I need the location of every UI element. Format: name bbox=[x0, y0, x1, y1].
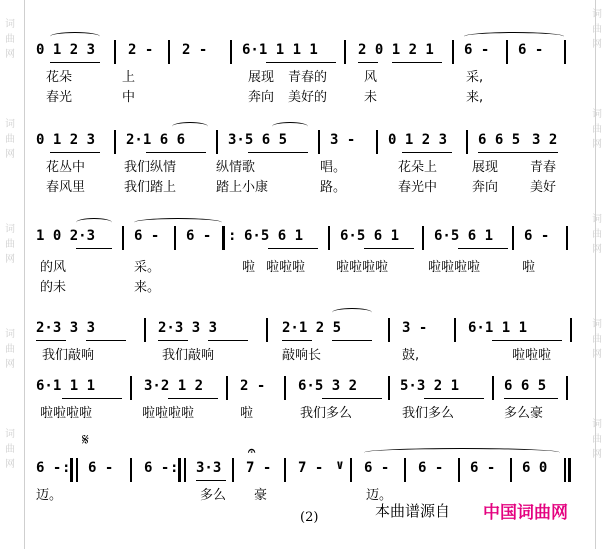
barline bbox=[566, 226, 568, 250]
lyrics-verse-1 bbox=[36, 402, 576, 420]
lyric: 纵情歌 bbox=[216, 160, 256, 175]
lyric: 春风里 bbox=[46, 180, 86, 195]
underline bbox=[168, 398, 218, 399]
lyric: 我们多么 bbox=[300, 406, 353, 421]
slur bbox=[272, 122, 308, 131]
lyrics-verse-2 bbox=[36, 176, 576, 194]
lyric: 春光 bbox=[46, 90, 73, 105]
lyric: 青春 bbox=[530, 160, 557, 175]
barline bbox=[284, 376, 286, 400]
lyric: 唱。 bbox=[320, 160, 347, 175]
watermark-char: 词 bbox=[592, 419, 602, 430]
measure-notes: 3·5 6 5 bbox=[228, 132, 288, 148]
watermark-char: 网 bbox=[5, 49, 15, 60]
slur bbox=[172, 122, 208, 131]
watermark-char: 词 bbox=[592, 319, 602, 330]
lyrics-verse-2 bbox=[36, 276, 576, 294]
underline bbox=[86, 340, 126, 341]
repeat-dots-icon: : bbox=[62, 460, 71, 476]
source-label: 本曲谱源自 bbox=[375, 502, 451, 520]
lyric: 豪 bbox=[254, 488, 268, 503]
lyrics-verse-1 bbox=[36, 256, 576, 274]
barline bbox=[454, 318, 456, 342]
lyric: 我们多么 bbox=[402, 406, 455, 421]
watermark-char: 曲 bbox=[592, 334, 602, 345]
barline bbox=[510, 458, 512, 482]
lyrics-verse-1 bbox=[36, 156, 576, 174]
repeat-dots-icon: : bbox=[228, 228, 237, 244]
watermark-char: 词 bbox=[5, 329, 15, 340]
lyric: 鼓, bbox=[402, 348, 420, 363]
barline bbox=[318, 130, 320, 154]
measure-notes: 6·5 6 1 bbox=[434, 228, 494, 244]
lyric: 多么 bbox=[200, 488, 227, 503]
barline bbox=[230, 40, 232, 64]
barline bbox=[388, 318, 390, 342]
measure-notes: 6 - bbox=[364, 460, 390, 476]
underline bbox=[322, 398, 382, 399]
measure-notes: 2 - bbox=[182, 42, 208, 58]
barline bbox=[284, 458, 286, 482]
notes-row bbox=[36, 226, 576, 248]
lyric: 来, bbox=[466, 90, 484, 105]
barline bbox=[452, 40, 454, 64]
lyric: 展现 bbox=[472, 160, 499, 175]
barline bbox=[458, 458, 460, 482]
barline bbox=[216, 130, 218, 154]
lyric: 美好的 bbox=[288, 90, 328, 105]
measure-notes: 2·3 3 3 bbox=[36, 320, 96, 336]
watermark-char: 曲 bbox=[5, 134, 15, 145]
notes-row bbox=[36, 130, 576, 152]
watermark-char: 词 bbox=[5, 224, 15, 235]
measure-notes: 2·3 3 3 bbox=[158, 320, 218, 336]
watermark-char: 网 bbox=[5, 149, 15, 160]
barline bbox=[404, 458, 406, 482]
underline bbox=[504, 398, 558, 399]
underline bbox=[266, 62, 336, 63]
measure-notes: 6 - bbox=[144, 460, 170, 476]
lyric: 啦 bbox=[522, 260, 536, 275]
barline bbox=[266, 318, 268, 342]
measure-notes: 6·1 1 1 bbox=[468, 320, 528, 336]
lyric: 花丛中 bbox=[46, 160, 86, 175]
underline bbox=[158, 340, 188, 341]
barline bbox=[376, 130, 378, 154]
lyric: 迈。 bbox=[36, 488, 63, 503]
site-name-link[interactable]: 中国词曲网 bbox=[483, 503, 568, 523]
measure-notes: 6·5 6 1 bbox=[340, 228, 400, 244]
watermark-char: 曲 bbox=[5, 344, 15, 355]
underline bbox=[196, 480, 226, 481]
watermark-char: 词 bbox=[5, 119, 15, 130]
underline bbox=[332, 340, 372, 341]
lyric: 我们踏上 bbox=[124, 180, 177, 195]
barline bbox=[168, 40, 170, 64]
measure-notes: 6 - bbox=[524, 228, 550, 244]
lyric: 我们纵情 bbox=[124, 160, 177, 175]
barline bbox=[122, 226, 124, 250]
measure-notes: 6·5 3 2 bbox=[298, 378, 358, 394]
barline bbox=[144, 318, 146, 342]
watermark-char: 网 bbox=[592, 449, 602, 460]
segno-icon: 𝄋 bbox=[82, 430, 89, 449]
measure-notes: 2·1 6 6 bbox=[126, 132, 186, 148]
lyric: 啦啦啦 bbox=[512, 348, 552, 363]
watermark-char: 曲 bbox=[592, 24, 602, 35]
lyric: 啦啦啦啦 bbox=[336, 260, 389, 275]
lyric: 踏上小康 bbox=[216, 180, 269, 195]
lyric: 啦啦啦啦 bbox=[40, 406, 93, 421]
watermark-char: 网 bbox=[592, 349, 602, 360]
barline bbox=[566, 376, 568, 400]
underline bbox=[62, 398, 122, 399]
lyric: 花朵 bbox=[46, 70, 73, 85]
measure-notes: 3·3 bbox=[196, 460, 222, 476]
watermark-char: 曲 bbox=[5, 239, 15, 250]
watermark-char: 网 bbox=[5, 459, 15, 470]
lyrics-verse-1 bbox=[36, 344, 576, 362]
barline bbox=[506, 40, 508, 64]
slur bbox=[134, 218, 222, 227]
barline bbox=[114, 130, 116, 154]
lyric: 中 bbox=[122, 90, 136, 105]
watermark-char: 网 bbox=[5, 254, 15, 265]
underline bbox=[492, 340, 562, 341]
lyric: 我们敲响 bbox=[162, 348, 215, 363]
lyrics-verse-2 bbox=[36, 86, 576, 104]
underline bbox=[50, 152, 100, 153]
underline bbox=[282, 340, 312, 341]
underline bbox=[392, 62, 442, 63]
underline bbox=[364, 248, 414, 249]
slur bbox=[464, 32, 564, 41]
watermark-char: 曲 bbox=[5, 34, 15, 45]
underline bbox=[76, 248, 112, 249]
lyric: 的未 bbox=[40, 280, 67, 295]
underline bbox=[358, 62, 378, 63]
measure-notes: 3·2 1 2 bbox=[144, 378, 204, 394]
measure-notes: 0 1 2 3 bbox=[36, 42, 96, 58]
barline bbox=[114, 40, 116, 64]
barline bbox=[184, 458, 186, 482]
measure-notes: 6 0 bbox=[522, 460, 548, 476]
slur bbox=[364, 448, 560, 457]
watermark-char: 词 bbox=[592, 109, 602, 120]
page-number: (2) bbox=[300, 510, 319, 525]
measure-notes: 7 - bbox=[298, 460, 324, 476]
underline bbox=[50, 62, 100, 63]
lyric: 我们敲响 bbox=[42, 348, 95, 363]
measure-notes: 1 0 2·3 bbox=[36, 228, 96, 244]
breath-mark-icon: ∨ bbox=[336, 458, 344, 473]
watermark-char: 曲 bbox=[5, 444, 15, 455]
barline bbox=[328, 226, 330, 250]
lyric: 展现 bbox=[248, 70, 275, 85]
measure-notes: 0 1 2 3 bbox=[36, 132, 96, 148]
measure-notes: 7 - bbox=[246, 460, 272, 476]
lyric: 美好 bbox=[530, 180, 557, 195]
watermark-char: 曲 bbox=[592, 434, 602, 445]
slur bbox=[332, 308, 372, 317]
lyric: 花朵上 bbox=[398, 160, 438, 175]
lyric: 未 bbox=[364, 90, 378, 105]
barline bbox=[130, 376, 132, 400]
lyric: 啦啦啦 bbox=[266, 260, 306, 275]
barline bbox=[564, 40, 566, 64]
measure-notes: 6·1 1 1 1 bbox=[242, 42, 318, 58]
underline bbox=[478, 152, 558, 153]
barline bbox=[388, 376, 390, 400]
lyric: 采。 bbox=[134, 260, 161, 275]
watermark-char: 网 bbox=[5, 359, 15, 370]
lyric: 青春的 bbox=[288, 70, 328, 85]
measure-notes: 2 - bbox=[240, 378, 266, 394]
underline bbox=[268, 248, 318, 249]
barline bbox=[232, 458, 234, 482]
underline bbox=[424, 398, 484, 399]
notes-row bbox=[36, 318, 576, 340]
watermark-char: 网 bbox=[592, 244, 602, 255]
slur bbox=[50, 32, 100, 41]
measure-notes: 6 - bbox=[186, 228, 212, 244]
notes-row bbox=[36, 40, 576, 62]
watermark-char: 词 bbox=[592, 9, 602, 20]
barline bbox=[130, 458, 132, 482]
barline bbox=[570, 318, 572, 342]
measure-notes: 2 0 1 2 1 bbox=[358, 42, 434, 58]
watermark-char: 词 bbox=[5, 429, 15, 440]
lyric: 啦 bbox=[242, 260, 256, 275]
measure-notes: 2 - bbox=[128, 42, 154, 58]
lyric: 啦啦啦啦 bbox=[428, 260, 481, 275]
measure-notes: 3 - bbox=[402, 320, 428, 336]
measure-notes: 6 - bbox=[418, 460, 444, 476]
lyric: 敲响长 bbox=[282, 348, 322, 363]
lyric: 奔向 bbox=[248, 90, 275, 105]
underline bbox=[208, 340, 248, 341]
lyric: 的风 bbox=[40, 260, 67, 275]
measure-notes: 6 - bbox=[134, 228, 160, 244]
slur bbox=[76, 218, 112, 227]
measure-notes: 6 - bbox=[88, 460, 114, 476]
measure-notes: 3 2 bbox=[532, 132, 558, 148]
fermata-icon: 𝄐 bbox=[248, 444, 256, 459]
lyric: 迈。 bbox=[366, 488, 393, 503]
measure-notes: 5·3 2 1 bbox=[400, 378, 460, 394]
measure-notes: 6 6 5 bbox=[504, 378, 547, 394]
watermark-char: 网 bbox=[592, 139, 602, 150]
watermark-char: 曲 bbox=[592, 229, 602, 240]
measure-notes: 0 1 2 3 bbox=[388, 132, 448, 148]
lyric: 春光中 bbox=[398, 180, 438, 195]
watermark-char: 网 bbox=[592, 39, 602, 50]
watermark-right bbox=[589, 0, 605, 549]
watermark-char: 词 bbox=[592, 214, 602, 225]
barline bbox=[350, 458, 352, 482]
barline bbox=[466, 130, 468, 154]
notes-row bbox=[36, 376, 576, 398]
lyric: 啦 bbox=[240, 406, 254, 421]
lyric: 风 bbox=[364, 70, 378, 85]
measure-notes: 6 - bbox=[470, 460, 496, 476]
notes-row bbox=[36, 444, 576, 480]
lyric: 采, bbox=[466, 70, 484, 85]
barline bbox=[76, 458, 78, 482]
lyric: 多么豪 bbox=[504, 406, 544, 421]
final-barline bbox=[564, 458, 566, 482]
underline bbox=[458, 248, 508, 249]
measure-notes: 6 - bbox=[518, 42, 544, 58]
barline bbox=[492, 376, 494, 400]
lyric: 奔向 bbox=[472, 180, 499, 195]
repeat-dots-icon: : bbox=[170, 460, 179, 476]
underline bbox=[402, 152, 452, 153]
measure-notes: 2·1 2 5 bbox=[282, 320, 342, 336]
lyrics-verse-1 bbox=[36, 66, 576, 84]
lyric: 上 bbox=[122, 70, 136, 85]
barline bbox=[422, 226, 424, 250]
repeat-barline bbox=[70, 458, 73, 482]
measure-notes: 6 6 5 bbox=[478, 132, 521, 148]
barline bbox=[344, 40, 346, 64]
lyric: 来。 bbox=[134, 280, 161, 295]
repeat-barline bbox=[178, 458, 181, 482]
final-barline bbox=[568, 458, 571, 482]
measure-notes: 6·5 6 1 bbox=[244, 228, 304, 244]
watermark-char: 曲 bbox=[592, 124, 602, 135]
measure-notes: 6·1 1 1 bbox=[36, 378, 96, 394]
lyric: 路。 bbox=[320, 180, 347, 195]
underline bbox=[36, 340, 66, 341]
lyric: 啦啦啦啦 bbox=[142, 406, 195, 421]
measure-notes: 3 - bbox=[330, 132, 356, 148]
measure-notes: 6 - bbox=[36, 460, 62, 476]
underline bbox=[146, 152, 206, 153]
barline bbox=[226, 376, 228, 400]
repeat-barline bbox=[222, 226, 225, 250]
barline bbox=[512, 226, 514, 250]
underline bbox=[248, 152, 308, 153]
watermark-left bbox=[2, 0, 18, 549]
watermark-char: 词 bbox=[5, 19, 15, 30]
barline bbox=[174, 226, 176, 250]
measure-notes: 6 - bbox=[464, 42, 490, 58]
